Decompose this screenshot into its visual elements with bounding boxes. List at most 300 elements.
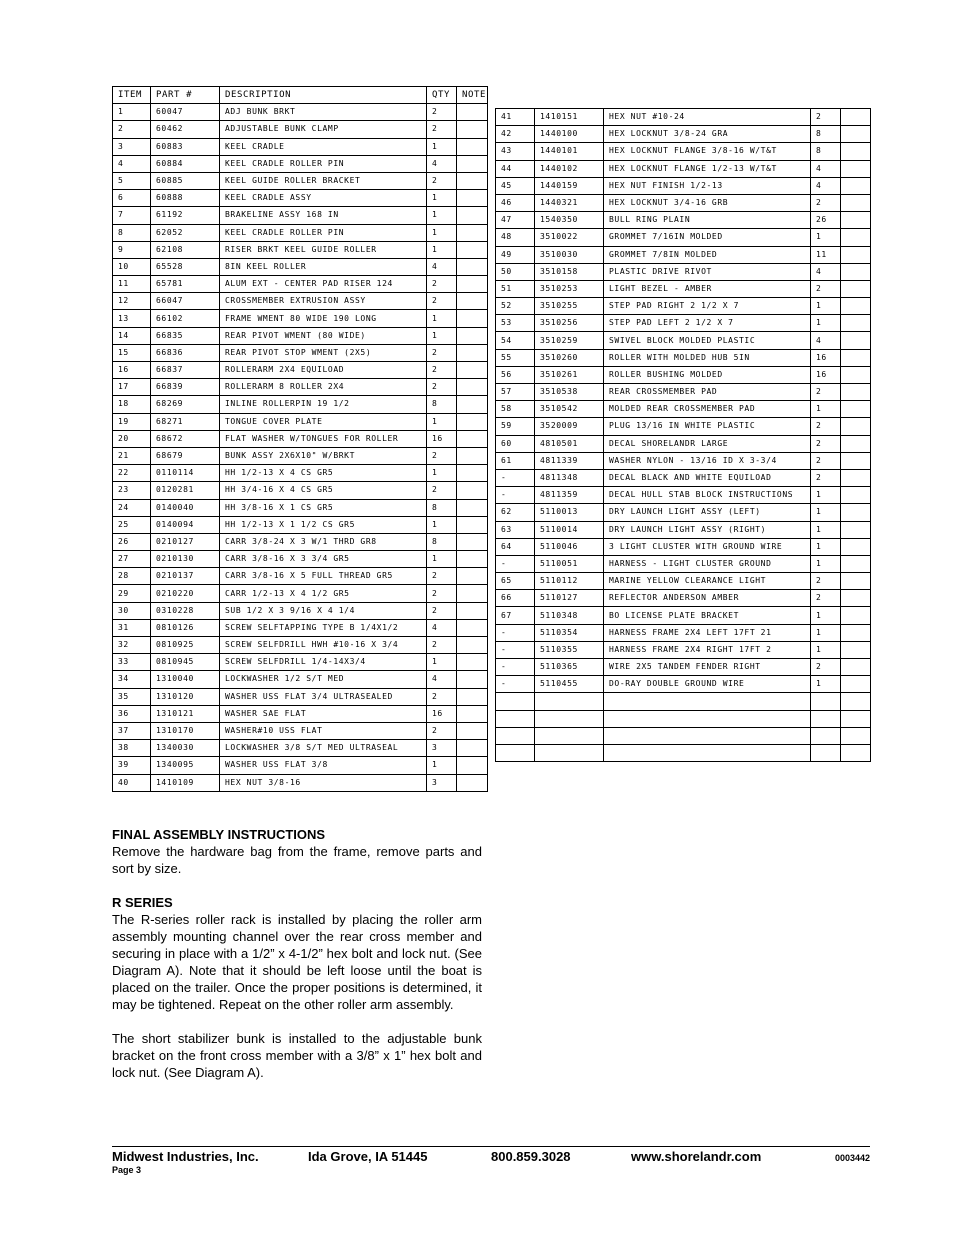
- table-row: [496, 521, 871, 538]
- note-cell: [457, 310, 488, 327]
- qty-cell: 8: [427, 533, 457, 550]
- item-cell: 6: [113, 190, 151, 207]
- qty-cell: 2: [811, 418, 841, 435]
- item-cell: 31: [113, 619, 151, 636]
- table-row: [496, 315, 871, 332]
- qty-cell: 4: [427, 671, 457, 688]
- assembly-instructions: [112, 826, 482, 1098]
- table-row: [496, 229, 871, 246]
- note-cell: [457, 619, 488, 636]
- item-cell: 48: [496, 229, 535, 246]
- note-cell: [457, 637, 488, 654]
- note-cell: [841, 229, 871, 246]
- table-row: [113, 172, 488, 189]
- item-cell: 32: [113, 637, 151, 654]
- qty-cell: 1: [811, 229, 841, 246]
- qty-cell: 1: [427, 207, 457, 224]
- part-number-cell: 3510538: [535, 384, 604, 401]
- item-cell: 20: [113, 430, 151, 447]
- note-cell: [457, 482, 488, 499]
- item-cell: 24: [113, 499, 151, 516]
- table-row: [496, 435, 871, 452]
- part-number-cell: 3510260: [535, 349, 604, 366]
- table-row: [496, 349, 871, 366]
- note-cell: [841, 160, 871, 177]
- description-cell: WASHER NYLON - 13/16 ID X 3-3/4: [604, 452, 811, 469]
- qty-cell: [811, 693, 841, 710]
- qty-cell: 2: [427, 447, 457, 464]
- part-number-cell: 3510261: [535, 366, 604, 383]
- part-number-cell: 66047: [151, 293, 220, 310]
- qty-cell: 1: [811, 504, 841, 521]
- description-cell: REFLECTOR ANDERSON AMBER: [604, 590, 811, 607]
- table-row: [113, 224, 488, 241]
- final-assembly-text: Remove the hardware bag from the frame, remove parts and sort by size.: [112, 844, 482, 876]
- qty-cell: 1: [811, 521, 841, 538]
- item-cell: [496, 744, 535, 761]
- table-row: [113, 344, 488, 361]
- note-cell: [457, 447, 488, 464]
- description-cell: WIRE 2X5 TANDEM FENDER RIGHT: [604, 659, 811, 676]
- description-cell: BO LICENSE PLATE BRACKET: [604, 607, 811, 624]
- description-cell: PLUG 13/16 IN WHITE PLASTIC: [604, 418, 811, 435]
- part-number-cell: 60888: [151, 190, 220, 207]
- qty-cell: 2: [427, 585, 457, 602]
- item-cell: 17: [113, 379, 151, 396]
- part-number-cell: 4811359: [535, 487, 604, 504]
- part-number-cell: 3510255: [535, 298, 604, 315]
- table-row: [496, 727, 871, 744]
- qty-cell: 2: [427, 344, 457, 361]
- table-row: [113, 482, 488, 499]
- item-cell: -: [496, 555, 535, 572]
- part-number-cell: 3510158: [535, 263, 604, 280]
- table-row: [496, 418, 871, 435]
- description-cell: DO-RAY DOUBLE GROUND WIRE: [604, 676, 811, 693]
- qty-cell: 4: [811, 177, 841, 194]
- note-cell: [457, 121, 488, 138]
- qty-cell: 16: [811, 349, 841, 366]
- note-cell: [457, 740, 488, 757]
- table-row: [496, 624, 871, 641]
- table-row: [496, 469, 871, 486]
- item-cell: 5: [113, 172, 151, 189]
- qty-cell: 1: [427, 327, 457, 344]
- qty-cell: 2: [427, 104, 457, 121]
- note-cell: [841, 693, 871, 710]
- item-cell: 40: [113, 774, 151, 791]
- table-row: [496, 401, 871, 418]
- qty-cell: 2: [811, 435, 841, 452]
- qty-cell: 1: [427, 551, 457, 568]
- table-row: [496, 246, 871, 263]
- qty-cell: 1: [427, 241, 457, 258]
- footer-website: www.shorelandr.com: [631, 1149, 762, 1164]
- table-row: [113, 430, 488, 447]
- part-number-cell: 0210220: [151, 585, 220, 602]
- qty-cell: 4: [427, 155, 457, 172]
- part-number-cell: 4811348: [535, 469, 604, 486]
- description-cell: HEX LOCKNUT 3/4-16 GRB: [604, 194, 811, 211]
- description-cell: HH 3/4-16 X 4 CS GR5: [220, 482, 427, 499]
- qty-cell: 2: [427, 379, 457, 396]
- note-cell: [457, 104, 488, 121]
- description-cell: GROMMET 7/16IN MOLDED: [604, 229, 811, 246]
- description-cell: INLINE ROLLERPIN 19 1/2: [220, 396, 427, 413]
- item-cell: [496, 727, 535, 744]
- item-cell: 41: [496, 109, 535, 126]
- note-cell: [841, 607, 871, 624]
- note-cell: [841, 177, 871, 194]
- item-cell: 23: [113, 482, 151, 499]
- note-cell: [841, 126, 871, 143]
- part-number-cell: 60462: [151, 121, 220, 138]
- note-cell: [457, 155, 488, 172]
- description-cell: [604, 744, 811, 761]
- table-row: [496, 693, 871, 710]
- description-cell: HEX LOCKNUT FLANGE 3/8-16 W/T&T: [604, 143, 811, 160]
- header-part-number: PART #: [151, 87, 220, 104]
- item-cell: 29: [113, 585, 151, 602]
- qty-cell: 1: [427, 310, 457, 327]
- description-cell: FLAT WASHER W/TONGUES FOR ROLLER: [220, 430, 427, 447]
- description-cell: BULL RING PLAIN: [604, 212, 811, 229]
- item-cell: 39: [113, 757, 151, 774]
- qty-cell: 4: [811, 332, 841, 349]
- item-cell: 37: [113, 722, 151, 739]
- qty-cell: [811, 727, 841, 744]
- description-cell: 8IN KEEL ROLLER: [220, 258, 427, 275]
- footer-doc-number: 0003442: [834, 1153, 870, 1163]
- item-cell: 53: [496, 315, 535, 332]
- description-cell: [604, 710, 811, 727]
- qty-cell: 2: [427, 688, 457, 705]
- description-cell: HH 1/2-13 X 1 1/2 CS GR5: [220, 516, 427, 533]
- note-cell: [841, 109, 871, 126]
- table-row: [113, 138, 488, 155]
- description-cell: SCREW SELFTAPPING TYPE B 1/4X1/2: [220, 619, 427, 636]
- part-number-cell: 1310120: [151, 688, 220, 705]
- description-cell: LIGHT BEZEL - AMBER: [604, 280, 811, 297]
- item-cell: 43: [496, 143, 535, 160]
- item-cell: 56: [496, 366, 535, 383]
- item-cell: -: [496, 624, 535, 641]
- item-cell: 38: [113, 740, 151, 757]
- footer-company: Midwest Industries, Inc.: [112, 1149, 259, 1164]
- part-number-cell: 3510259: [535, 332, 604, 349]
- table-row: [113, 722, 488, 739]
- description-cell: TONGUE COVER PLATE: [220, 413, 427, 430]
- item-cell: 45: [496, 177, 535, 194]
- item-cell: 65: [496, 573, 535, 590]
- description-cell: ROLLER BUSHING MOLDED: [604, 366, 811, 383]
- qty-cell: 4: [811, 263, 841, 280]
- part-number-cell: 62052: [151, 224, 220, 241]
- note-cell: [457, 276, 488, 293]
- note-cell: [841, 624, 871, 641]
- table-row: [496, 641, 871, 658]
- table-row: [113, 585, 488, 602]
- qty-cell: 1: [427, 413, 457, 430]
- description-cell: ADJ BUNK BRKT: [220, 104, 427, 121]
- qty-cell: 16: [427, 430, 457, 447]
- parts-table-left: [112, 86, 488, 792]
- table-row: [496, 109, 871, 126]
- qty-cell: 16: [811, 366, 841, 383]
- table-row: [113, 258, 488, 275]
- table-row: [113, 688, 488, 705]
- part-number-cell: 5110013: [535, 504, 604, 521]
- item-cell: 52: [496, 298, 535, 315]
- item-cell: 44: [496, 160, 535, 177]
- qty-cell: 2: [811, 280, 841, 297]
- note-cell: [457, 224, 488, 241]
- part-number-cell: 0810126: [151, 619, 220, 636]
- note-cell: [457, 757, 488, 774]
- table-row: [496, 177, 871, 194]
- table-row: [113, 619, 488, 636]
- note-cell: [841, 710, 871, 727]
- part-number-cell: [535, 727, 604, 744]
- table-row: [113, 568, 488, 585]
- item-cell: 1: [113, 104, 151, 121]
- qty-cell: 1: [811, 624, 841, 641]
- description-cell: WASHER USS FLAT 3/4 ULTRASEALED: [220, 688, 427, 705]
- note-cell: [457, 138, 488, 155]
- item-cell: -: [496, 641, 535, 658]
- item-cell: 58: [496, 401, 535, 418]
- part-number-cell: 5110354: [535, 624, 604, 641]
- description-cell: ADJUSTABLE BUNK CLAMP: [220, 121, 427, 138]
- table-row: [496, 280, 871, 297]
- qty-cell: 1: [811, 401, 841, 418]
- item-cell: 15: [113, 344, 151, 361]
- part-number-cell: 0810945: [151, 654, 220, 671]
- item-cell: 57: [496, 384, 535, 401]
- part-number-cell: 60885: [151, 172, 220, 189]
- description-cell: CROSSMEMBER EXTRUSION ASSY: [220, 293, 427, 310]
- description-cell: STEP PAD RIGHT 2 1/2 X 7: [604, 298, 811, 315]
- part-number-cell: 1440159: [535, 177, 604, 194]
- description-cell: HARNESS - LIGHT CLUSTER GROUND: [604, 555, 811, 572]
- part-number-cell: 0120281: [151, 482, 220, 499]
- qty-cell: 1: [427, 757, 457, 774]
- description-cell: HARNESS FRAME 2X4 RIGHT 17FT 2: [604, 641, 811, 658]
- description-cell: PLASTIC DRIVE RIVOT: [604, 263, 811, 280]
- item-cell: 4: [113, 155, 151, 172]
- note-cell: [841, 676, 871, 693]
- part-number-cell: 66837: [151, 362, 220, 379]
- item-cell: -: [496, 659, 535, 676]
- note-cell: [457, 568, 488, 585]
- r-series-text-2: The short stabilizer bunk is installed to the adjustable bunk bracket on the front cross member with a 3/8” x 1” hex bolt and lock nut. (See Diagram A).: [112, 1031, 482, 1080]
- note-cell: [457, 190, 488, 207]
- description-cell: KEEL CRADLE ROLLER PIN: [220, 224, 427, 241]
- qty-cell: 1: [427, 654, 457, 671]
- item-cell: 36: [113, 705, 151, 722]
- header-qty: QTY: [427, 87, 457, 104]
- qty-cell: 2: [427, 602, 457, 619]
- note-cell: [841, 384, 871, 401]
- qty-cell: 1: [427, 465, 457, 482]
- qty-cell: 3: [427, 774, 457, 791]
- table-row: [496, 143, 871, 160]
- description-cell: LOCKWASHER 3/8 S/T MED ULTRASEAL: [220, 740, 427, 757]
- part-number-cell: 1540350: [535, 212, 604, 229]
- note-cell: [457, 705, 488, 722]
- item-cell: 26: [113, 533, 151, 550]
- part-number-cell: 66839: [151, 379, 220, 396]
- table-row: [113, 516, 488, 533]
- part-number-cell: 1440102: [535, 160, 604, 177]
- item-cell: 9: [113, 241, 151, 258]
- part-number-cell: 1440101: [535, 143, 604, 160]
- part-number-cell: 68269: [151, 396, 220, 413]
- description-cell: BRAKELINE ASSY 168 IN: [220, 207, 427, 224]
- description-cell: HEX NUT #10-24: [604, 109, 811, 126]
- qty-cell: 2: [811, 194, 841, 211]
- note-cell: [841, 332, 871, 349]
- table-row: [113, 396, 488, 413]
- part-number-cell: 1340030: [151, 740, 220, 757]
- note-cell: [841, 452, 871, 469]
- description-cell: ALUM EXT - CENTER PAD RISER 124: [220, 276, 427, 293]
- description-cell: FRAME WMENT 80 WIDE 190 LONG: [220, 310, 427, 327]
- note-cell: [457, 602, 488, 619]
- table-row: [113, 705, 488, 722]
- description-cell: LOCKWASHER 1/2 S/T MED: [220, 671, 427, 688]
- item-cell: 33: [113, 654, 151, 671]
- item-cell: 25: [113, 516, 151, 533]
- qty-cell: 1: [427, 516, 457, 533]
- qty-cell: 1: [811, 555, 841, 572]
- parts-table-header: [113, 87, 488, 104]
- description-cell: CARR 3/8-16 X 3 3/4 GR5: [220, 551, 427, 568]
- qty-cell: 4: [427, 258, 457, 275]
- part-number-cell: [535, 744, 604, 761]
- qty-cell: 1: [811, 487, 841, 504]
- qty-cell: 8: [811, 126, 841, 143]
- qty-cell: [811, 710, 841, 727]
- qty-cell: 11: [811, 246, 841, 263]
- item-cell: 10: [113, 258, 151, 275]
- description-cell: WASHER#10 USS FLAT: [220, 722, 427, 739]
- qty-cell: 1: [427, 138, 457, 155]
- table-row: [113, 465, 488, 482]
- parts-table-right: [495, 108, 871, 762]
- qty-cell: 3: [427, 740, 457, 757]
- note-cell: [457, 533, 488, 550]
- item-cell: 34: [113, 671, 151, 688]
- note-cell: [457, 430, 488, 447]
- item-cell: 27: [113, 551, 151, 568]
- item-cell: 62: [496, 504, 535, 521]
- description-cell: KEEL GUIDE ROLLER BRACKET: [220, 172, 427, 189]
- note-cell: [841, 573, 871, 590]
- table-row: [496, 710, 871, 727]
- note-cell: [457, 293, 488, 310]
- part-number-cell: 5110051: [535, 555, 604, 572]
- qty-cell: 26: [811, 212, 841, 229]
- table-row: [496, 744, 871, 761]
- description-cell: ROLLERARM 8 ROLLER 2X4: [220, 379, 427, 396]
- note-cell: [457, 516, 488, 533]
- part-number-cell: 0210127: [151, 533, 220, 550]
- qty-cell: 2: [427, 172, 457, 189]
- table-row: [496, 332, 871, 349]
- part-number-cell: 1310170: [151, 722, 220, 739]
- qty-cell: 1: [811, 538, 841, 555]
- description-cell: SUB 1/2 X 3 9/16 X 4 1/4: [220, 602, 427, 619]
- part-number-cell: 0310228: [151, 602, 220, 619]
- note-cell: [841, 504, 871, 521]
- table-row: [496, 212, 871, 229]
- note-cell: [457, 722, 488, 739]
- table-row: [496, 263, 871, 280]
- description-cell: BUNK ASSY 2X6X10" W/BRKT: [220, 447, 427, 464]
- description-cell: DECAL HULL STAB BLOCK INSTRUCTIONS: [604, 487, 811, 504]
- table-row: [113, 602, 488, 619]
- table-row: [113, 379, 488, 396]
- qty-cell: 2: [811, 109, 841, 126]
- item-cell: 28: [113, 568, 151, 585]
- item-cell: 3: [113, 138, 151, 155]
- item-cell: 12: [113, 293, 151, 310]
- qty-cell: 1: [811, 315, 841, 332]
- note-cell: [457, 671, 488, 688]
- table-row: [496, 555, 871, 572]
- item-cell: 13: [113, 310, 151, 327]
- part-number-cell: 66835: [151, 327, 220, 344]
- description-cell: REAR CROSSMEMBER PAD: [604, 384, 811, 401]
- item-cell: 64: [496, 538, 535, 555]
- qty-cell: 2: [811, 659, 841, 676]
- footer-phone: 800.859.3028: [491, 1149, 571, 1164]
- note-cell: [457, 396, 488, 413]
- item-cell: 16: [113, 362, 151, 379]
- part-number-cell: 0210130: [151, 551, 220, 568]
- note-cell: [457, 551, 488, 568]
- description-cell: KEEL CRADLE ROLLER PIN: [220, 155, 427, 172]
- note-cell: [457, 499, 488, 516]
- table-row: [113, 671, 488, 688]
- note-cell: [841, 521, 871, 538]
- description-cell: CARR 3/8-16 X 5 FULL THREAD GR5: [220, 568, 427, 585]
- table-row: [496, 126, 871, 143]
- description-cell: GROMMET 7/8IN MOLDED: [604, 246, 811, 263]
- item-cell: 19: [113, 413, 151, 430]
- note-cell: [841, 349, 871, 366]
- part-number-cell: 5110127: [535, 590, 604, 607]
- note-cell: [457, 379, 488, 396]
- note-cell: [841, 641, 871, 658]
- table-row: [496, 659, 871, 676]
- table-row: [113, 533, 488, 550]
- part-number-cell: 68679: [151, 447, 220, 464]
- table-row: [113, 740, 488, 757]
- part-number-cell: 1310121: [151, 705, 220, 722]
- description-cell: CARR 1/2-13 X 4 1/2 GR5: [220, 585, 427, 602]
- qty-cell: 2: [811, 590, 841, 607]
- item-cell: 22: [113, 465, 151, 482]
- part-number-cell: 1440100: [535, 126, 604, 143]
- description-cell: KEEL CRADLE: [220, 138, 427, 155]
- item-cell: [496, 710, 535, 727]
- final-assembly-heading: FINAL ASSEMBLY INSTRUCTIONS: [112, 827, 326, 842]
- description-cell: DECAL SHORELANDR LARGE: [604, 435, 811, 452]
- item-cell: 30: [113, 602, 151, 619]
- qty-cell: 2: [427, 362, 457, 379]
